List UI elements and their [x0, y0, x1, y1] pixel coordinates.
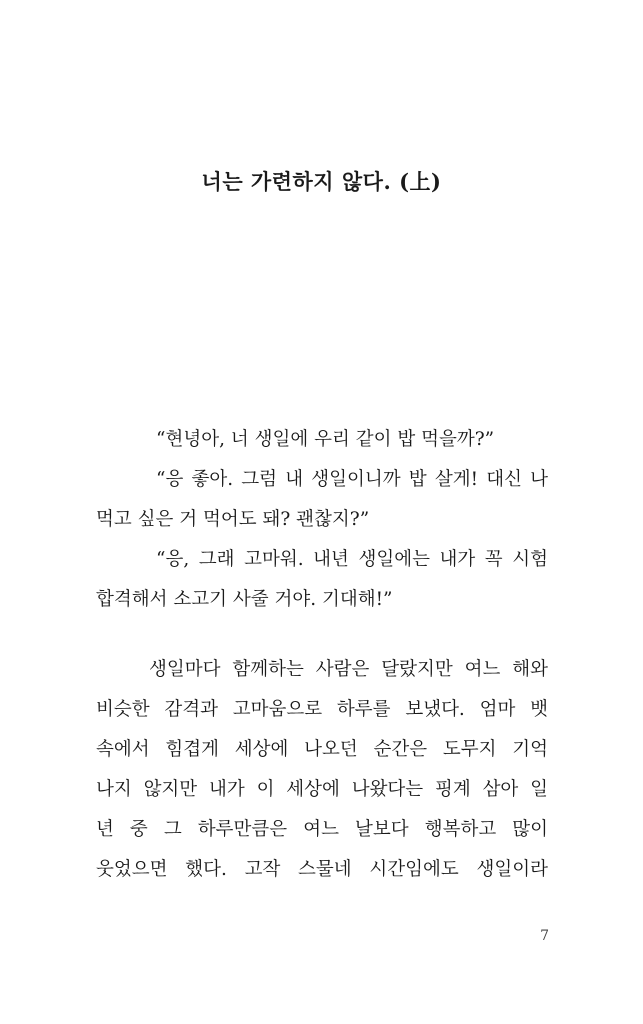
dialogue-block: [96, 420, 548, 620]
page-number: 7: [540, 928, 549, 944]
chapter-title: 너는 가련하지 않다. (上): [201, 169, 442, 194]
paragraph-line: 비슷한 감격과 고마움으로 하루를 보냈다. 엄마 뱃: [96, 699, 548, 720]
narrative-paragraph: [96, 650, 548, 890]
paragraph-line: 웃었으면 했다. 고작 스물네 시간임에도 생일이라: [96, 859, 548, 880]
paragraph-line: 속에서 힘겹게 세상에 나오던 순간은 도무지 기억: [96, 739, 548, 760]
paragraph-line: 생일마다 함께하는 사람은 달랐지만 여느 해와: [149, 659, 548, 680]
dialogue-line: 먹고 싶은 거 먹어도 돼? 괜찮지?”: [96, 509, 370, 530]
paragraph-line: 년 중 그 하루만큼은 여느 날보다 행복하고 많이: [96, 819, 548, 840]
dialogue-line: “응, 그래 고마워. 내년 생일에는 내가 꼭 시험: [156, 549, 548, 570]
dialogue-line: “응 좋아. 그럼 내 생일이니까 밥 살게! 대신 나: [156, 469, 548, 490]
dialogue-line: 합격해서 소고기 사줄 거야. 기대해!”: [96, 589, 393, 610]
paragraph-line: 나지 않지만 내가 이 세상에 나왔다는 핑계 삼아 일: [96, 779, 548, 800]
dialogue-line: “현녕아, 너 생일에 우리 같이 밥 먹을까?”: [156, 429, 495, 450]
